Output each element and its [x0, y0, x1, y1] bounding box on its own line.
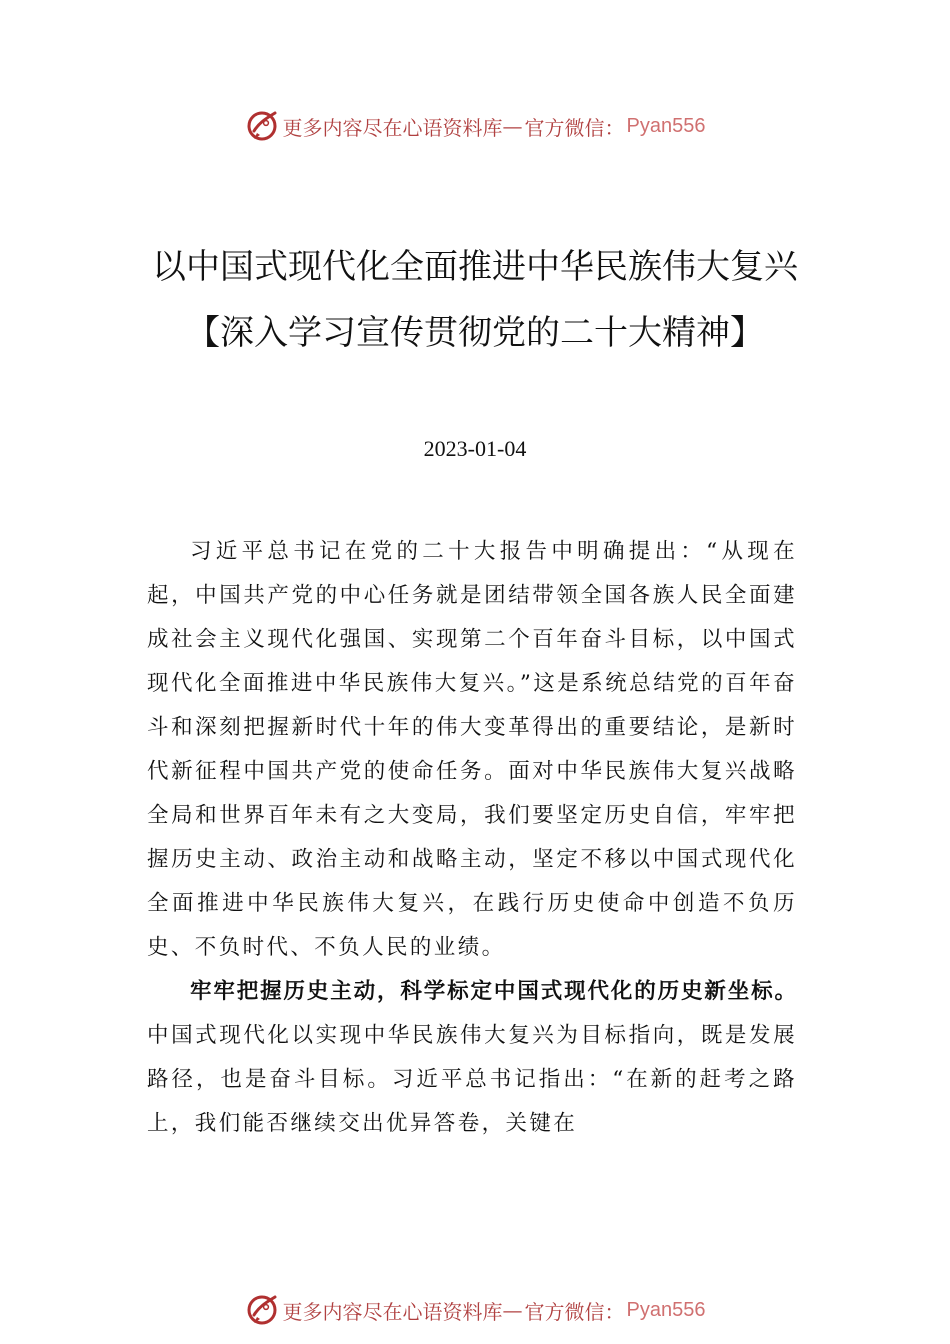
banner-wechat-id: Pyan556 — [626, 114, 706, 137]
paragraph-2 — [147, 970, 797, 1146]
footer-banner-wechat-label: 官方微信： — [524, 1299, 625, 1324]
pen-in-circle-logo-icon — [245, 109, 279, 143]
paragraph-2-text: 中国式现代化以实现中华民族伟大复兴为目标指向，既是发展路径，也是奋斗目标。习近平总书记指出：“在新的赶考之路上，我们能否继续交出优异答卷，关键在 — [147, 1023, 797, 1136]
document-body — [147, 530, 797, 1146]
paragraph-2-heading: 牢牢把握历史主动，科学标定中国式现代化的历史新坐标。 — [190, 979, 797, 1004]
banner-separator: — — [502, 114, 523, 138]
header-banner-content — [245, 109, 706, 143]
banner-wechat-label: 官方微信： — [524, 115, 625, 140]
footer-banner-separator: — — [502, 1298, 523, 1322]
footer-banner-text: 更多内容尽在心语资料库 — [282, 1299, 503, 1324]
banner-text: 更多内容尽在心语资料库 — [282, 115, 503, 140]
footer-banner-content — [245, 1293, 706, 1327]
document-title: 以中国式现代化全面推进中华民族伟大复兴【深入学习宣传贯彻党的二十大精神】 — [152, 247, 798, 353]
paragraph-1: 习近平总书记在党的二十大报告中明确提出：“从现在起，中国共产党的中心任务就是团结带领全国各族人民全面建成社会主义现代化强国、实现第二个百年奋斗目标，以中国式现代化全面推进中华民族伟大复兴。”这是系统总结党的百年奋斗和深刻把握新时代十年的伟大变革得出的重要结论，是新时代新征程中国共产党的使命任务。面对中华民族伟大复兴战略全局和世界百年未有之大变局，我们要坚定历史自信，牢牢把握历史主动、政治主动和战略主动，坚定不移以中国式现代化全面推进中华民族伟大复兴，在践行历史使命中创造不负历史、不负时代、不负人民的业绩。 — [147, 539, 797, 960]
footer-banner-wechat-id: Pyan556 — [626, 1298, 706, 1321]
header-banner — [0, 106, 950, 146]
footer-banner — [0, 1290, 950, 1330]
pen-in-circle-logo-icon — [245, 1293, 279, 1327]
document-date: 2023-01-04 — [423, 436, 527, 461]
